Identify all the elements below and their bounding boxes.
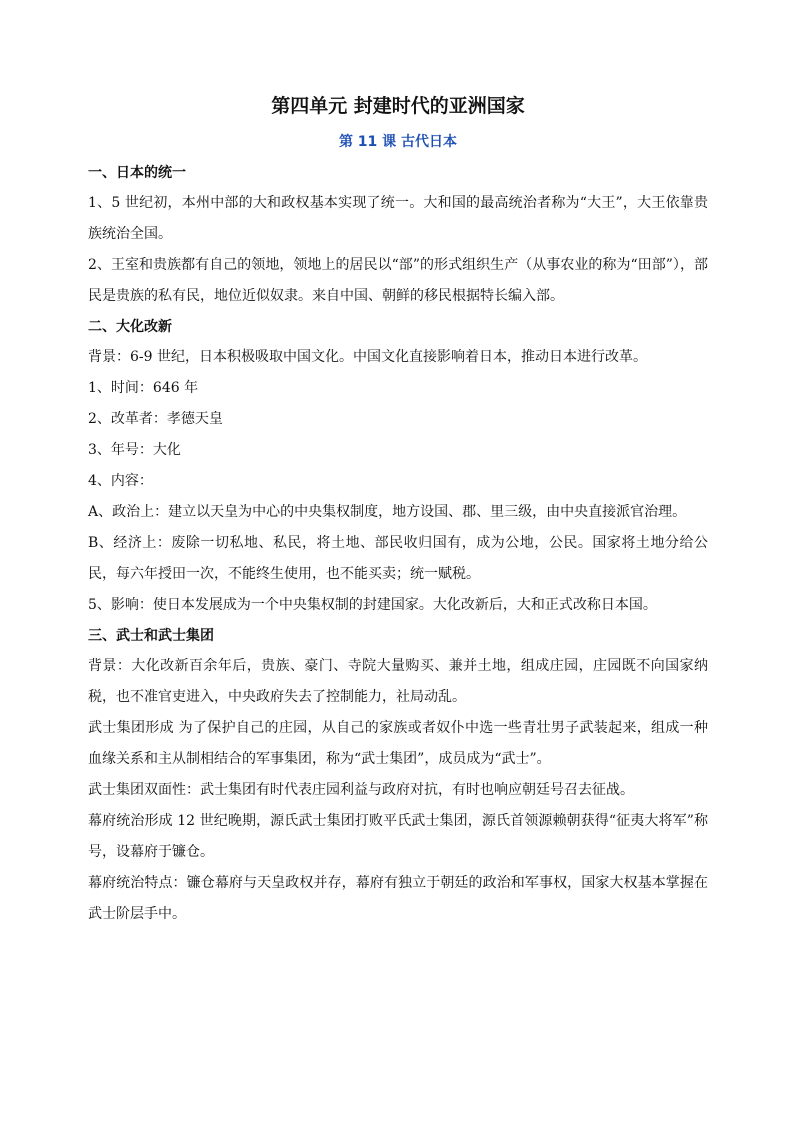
paragraph: B、经济上：废除一切私地、私民，将土地、部民收归国有，成为公地，公民。国家将土地分给公民，每六年授田一次，不能终生使用，也不能买卖；统一赋税。 — [88, 535, 708, 582]
paragraph: 背景：大化改新百余年后，贵族、豪门、寺院大量购买、兼并土地，组成庄园，庄园既不向国家纳税，也不准官吏进入，中央政府失去了控制能力，社局动乱。 — [88, 658, 708, 705]
section-unification — [88, 158, 708, 312]
paragraph: 5、影响：使日本发展成为一个中央集权制的封建国家。大化改新后，大和正式改称日本国。 — [88, 597, 657, 613]
section-heading: 二、大化改新 — [88, 319, 172, 335]
unit-title: 第四单元 封建时代的亚洲国家 — [271, 95, 525, 117]
paragraph: 背景：6-9 世纪，日本积极吸取中国文化。中国文化直接影响着日本，推动日本进行改革。 — [88, 349, 647, 365]
paragraph: 武士集团双面性：武士集团有时代表庄园利益与政府对抗，有时也响应朝廷号召去征战。 — [88, 782, 634, 798]
paragraph: 幕府统治形成 12 世纪晚期，源氏武士集团打败平氏武士集团，源氏首领源赖朝获得“征夷大将军”称号，设幕府于镰仓。 — [88, 813, 708, 860]
paragraph: 1、时间：646 年 — [88, 380, 199, 396]
section-taika-reform — [88, 312, 708, 621]
paragraph: A、政治上：建立以天皇为中心的中央集权制度，地方设国、郡、里三级，由中央直接派官治理。 — [88, 504, 687, 520]
section-heading: 三、武士和武士集团 — [88, 628, 214, 644]
document-content — [88, 92, 708, 930]
paragraph: 1、5 世纪初，本州中部的大和政权基本实现了统一。大和国的最高统治者称为“大王”，大王依靠贵族统治全国。 — [88, 195, 708, 242]
paragraph: 武士集团形成 为了保护自己的庄园，从自己的家族或者奴仆中选一些青壮男子武装起来，组成一种血缘关系和主从制相结合的军事集团，称为“武士集团”，成员成为“武士”。 — [88, 720, 708, 767]
paragraph: 幕府统治特点：镰仓幕府与天皇政权并存，幕府有独立于朝廷的政治和军事权，国家大权基本掌握在武士阶层手中。 — [88, 875, 708, 922]
paragraph: 2、改革者：孝德天皇 — [88, 411, 223, 427]
paragraph: 2、王室和贵族都有自己的领地，领地上的居民以“部”的形式组织生产（从事农业的称为“田部”），部民是贵族的私有民，地位近似奴隶。来自中国、朝鲜的移民根据特长编入部。 — [88, 257, 708, 304]
section-samurai — [88, 621, 708, 930]
lesson-title: 第 11 课 古代日本 — [338, 134, 458, 150]
paragraph: 4、内容： — [88, 473, 153, 489]
paragraph: 3、年号：大化 — [88, 442, 181, 458]
section-heading: 一、日本的统一 — [88, 165, 186, 181]
